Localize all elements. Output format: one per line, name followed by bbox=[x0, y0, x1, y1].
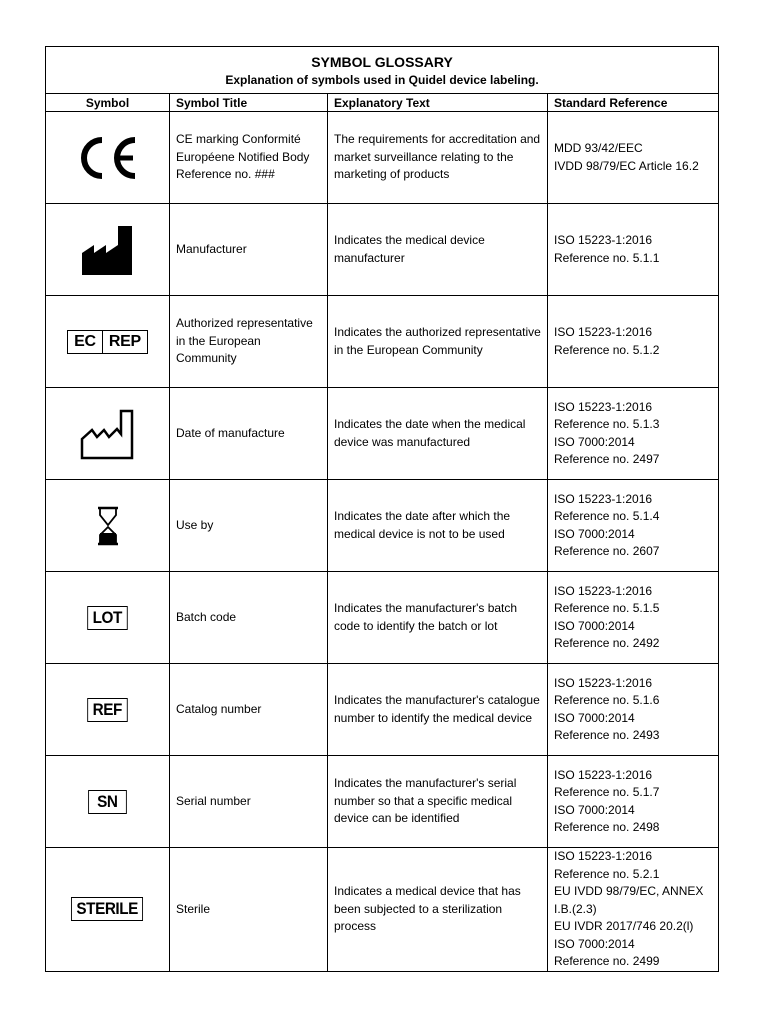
table-row bbox=[46, 572, 719, 664]
symbol-cell bbox=[46, 664, 170, 756]
symbol-cell bbox=[46, 572, 170, 664]
column-header-symbol: Symbol bbox=[46, 94, 170, 112]
standard-reference: ISO 15223-1:2016 Reference no. 5.2.1 EU IVDD 98/79/EC, ANNEX I.B.(2.3) EU IVDR 2017/746 20.2(l) ISO 7000:2014 Reference no. 2499 bbox=[548, 848, 719, 972]
explanatory-text: Indicates the authorized representative in the European Community bbox=[328, 296, 548, 388]
column-header-symbol-title: Symbol Title bbox=[170, 94, 328, 112]
standard-reference: ISO 15223-1:2016 Reference no. 5.1.6 ISO 7000:2014 Reference no. 2493 bbox=[548, 664, 719, 756]
explanatory-text: Indicates the date when the medical device was manufactured bbox=[328, 388, 548, 480]
sn-box-icon: SN bbox=[88, 790, 126, 814]
hourglass-use-by-icon bbox=[46, 506, 169, 546]
symbol-glossary-table bbox=[45, 46, 719, 972]
explanatory-text: The requirements for accreditation and market surveillance relating to the marketing of products bbox=[328, 112, 548, 204]
table-title-cell bbox=[46, 47, 719, 94]
table-row bbox=[46, 112, 719, 204]
symbol-title: Authorized representative in the European Community bbox=[170, 296, 328, 388]
document-title: SYMBOL GLOSSARY bbox=[311, 54, 453, 70]
table-row bbox=[46, 756, 719, 848]
explanatory-text: Indicates the date after which the medical device is not to be used bbox=[328, 480, 548, 572]
explanatory-text: Indicates the manufacturer's serial number so that a specific medical device can be identified bbox=[328, 756, 548, 848]
standard-reference: ISO 15223-1:2016 Reference no. 5.1.1 bbox=[548, 204, 719, 296]
symbol-title: Sterile bbox=[170, 848, 328, 972]
symbol-cell bbox=[46, 480, 170, 572]
symbol-title: Serial number bbox=[170, 756, 328, 848]
symbol-cell bbox=[46, 204, 170, 296]
symbol-cell bbox=[46, 388, 170, 480]
standard-reference: ISO 15223-1:2016 Reference no. 5.1.4 ISO 7000:2014 Reference no. 2607 bbox=[548, 480, 719, 572]
explanatory-text: Indicates the medical device manufacturer bbox=[328, 204, 548, 296]
ce-marking-icon bbox=[46, 133, 169, 183]
table-row bbox=[46, 848, 719, 972]
table-row bbox=[46, 388, 719, 480]
explanatory-text: Indicates the manufacturer's catalogue number to identify the medical device bbox=[328, 664, 548, 756]
symbol-title: Manufacturer bbox=[170, 204, 328, 296]
lot-box-icon: LOT bbox=[87, 606, 127, 630]
symbol-title: CE marking Conformité Européene Notified Body Reference no. ### bbox=[170, 112, 328, 204]
column-header-explanatory-text: Explanatory Text bbox=[328, 94, 548, 112]
column-header-standard-reference: Standard Reference bbox=[548, 94, 719, 112]
symbol-title: Use by bbox=[170, 480, 328, 572]
ref-box-icon: REF bbox=[87, 698, 127, 722]
ec-label: EC bbox=[74, 332, 96, 350]
table-row bbox=[46, 480, 719, 572]
standard-reference: ISO 15223-1:2016 Reference no. 5.1.5 ISO 7000:2014 Reference no. 2492 bbox=[548, 572, 719, 664]
ec-rep-icon bbox=[67, 330, 148, 354]
table-row bbox=[46, 204, 719, 296]
date-of-manufacture-factory-outline-icon bbox=[46, 406, 169, 462]
symbol-cell bbox=[46, 848, 170, 972]
symbol-title: Catalog number bbox=[170, 664, 328, 756]
table-row bbox=[46, 296, 719, 388]
explanatory-text: Indicates the manufacturer's batch code to identify the batch or lot bbox=[328, 572, 548, 664]
symbol-title: Date of manufacture bbox=[170, 388, 328, 480]
symbol-cell bbox=[46, 296, 170, 388]
document-subtitle: Explanation of symbols used in Quidel device labeling. bbox=[225, 73, 539, 87]
table-row bbox=[46, 664, 719, 756]
sterile-box-icon: STERILE bbox=[71, 897, 143, 921]
standard-reference: MDD 93/42/EEC IVDD 98/79/EC Article 16.2 bbox=[548, 112, 719, 204]
symbol-cell bbox=[46, 112, 170, 204]
symbol-cell bbox=[46, 756, 170, 848]
explanatory-text: Indicates a medical device that has been subjected to a sterilization process bbox=[328, 848, 548, 972]
standard-reference: ISO 15223-1:2016 Reference no. 5.1.3 ISO 7000:2014 Reference no. 2497 bbox=[548, 388, 719, 480]
header-row bbox=[46, 94, 719, 112]
symbol-title: Batch code bbox=[170, 572, 328, 664]
rep-label: REP bbox=[102, 331, 147, 353]
manufacturer-factory-filled-icon bbox=[46, 223, 169, 277]
standard-reference: ISO 15223-1:2016 Reference no. 5.1.2 bbox=[548, 296, 719, 388]
standard-reference: ISO 15223-1:2016 Reference no. 5.1.7 ISO 7000:2014 Reference no. 2498 bbox=[548, 756, 719, 848]
